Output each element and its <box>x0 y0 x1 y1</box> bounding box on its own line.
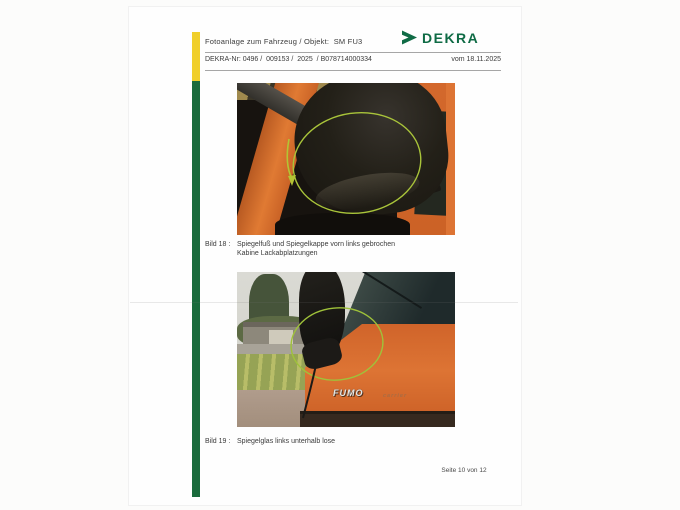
header-divider-bottom <box>205 70 501 71</box>
figure-label: Bild 18 : <box>205 241 231 248</box>
annotation-arrow-head <box>288 175 296 186</box>
photo2-annotations <box>237 272 455 427</box>
dekra-arrow-icon <box>401 29 418 46</box>
report-date: vom 18.11.2025 <box>451 56 501 63</box>
accent-bar-green <box>192 81 200 497</box>
caption-line-1: Spiegelfuß und Spiegelkappe vorn links gebrochen <box>237 241 395 248</box>
page-indicator: Seite 10 von 12 <box>441 467 487 474</box>
figure-photo-bild-18 <box>237 83 455 235</box>
annotation-arrow-shaft <box>287 139 292 179</box>
header-divider-top <box>205 52 501 53</box>
page-title: Fotoanlage zum Fahrzeug / Objekt: SM FU3 <box>205 37 363 46</box>
dekra-logo-text: DEKRA <box>422 29 480 46</box>
figure-caption-bild-19 <box>205 437 335 446</box>
photo1-annotations <box>237 83 455 235</box>
photo2-fumo-badge: FUMO <box>333 388 364 398</box>
figure-photo-bild-19 <box>237 272 455 427</box>
figure-caption-bild-18 <box>205 240 395 259</box>
photo2-carrier-badge: carrier <box>383 393 408 399</box>
report-meta-row <box>205 56 501 63</box>
dekra-logo <box>401 29 479 46</box>
scan-fold-line <box>130 302 518 303</box>
figure-caption-text <box>237 240 395 259</box>
dekra-number: DEKRA-Nr: 0496 / 009153 / 2025 / B078714000334 <box>205 56 372 63</box>
photo2-hanging-cable <box>303 360 317 418</box>
figure-label: Bild 19 : <box>205 438 231 445</box>
caption-line-2: Kabine Lackabplatzungen <box>237 250 318 258</box>
annotation-ellipse <box>287 105 428 222</box>
caption-line-1: Spiegelglas links unterhalb lose <box>237 438 336 445</box>
annotation-ellipse <box>287 303 386 384</box>
figure-caption-text <box>237 437 335 446</box>
accent-bar-yellow <box>192 32 200 81</box>
